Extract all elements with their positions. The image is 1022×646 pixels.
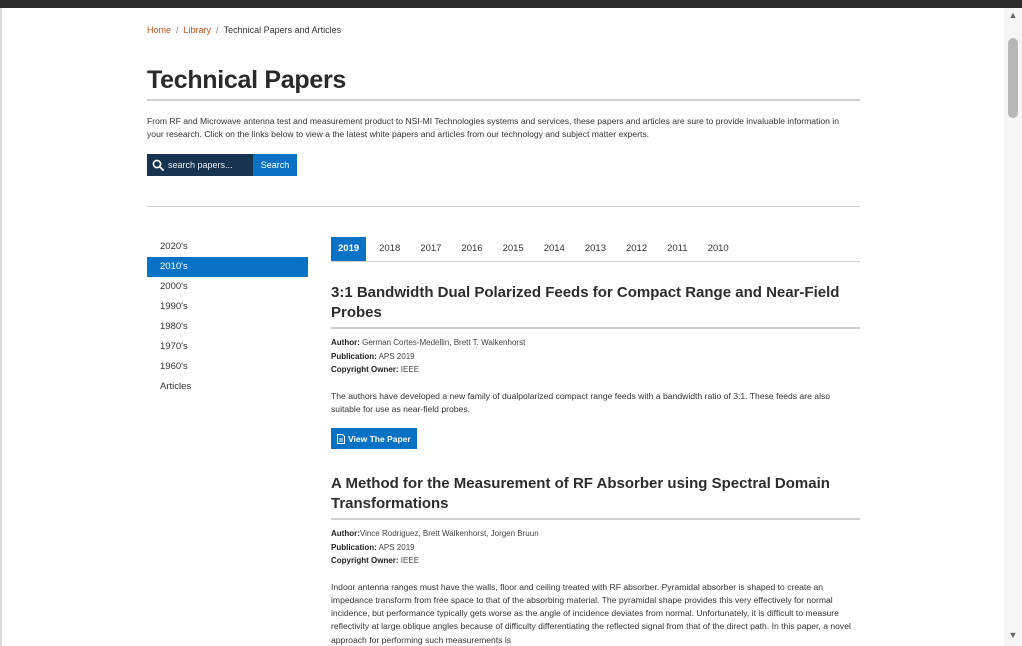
view-paper-button[interactable]	[331, 428, 417, 449]
decade-item-1970s[interactable]: 1970's	[160, 341, 188, 352]
publication-value: APS 2019	[378, 351, 415, 361]
copyright-value: IEEE	[400, 365, 420, 374]
paper-abstract: The authors have developed a new family of dualpolarized compact range feeds with a bandwidth ratio of 3:1. These feeds are also suitable for use as near-field probes.	[331, 390, 831, 414]
tab-year-2012[interactable]: 2012	[625, 243, 648, 254]
scroll-thumb[interactable]	[1008, 38, 1018, 118]
section-divider	[147, 206, 860, 207]
scroll-up-arrow-icon[interactable]: ▲	[1008, 10, 1018, 20]
search-form	[147, 154, 297, 176]
copyright-label: Copyright Owner:	[331, 556, 399, 565]
search-box[interactable]	[147, 154, 253, 176]
tab-year-2017[interactable]: 2017	[420, 243, 442, 254]
author-value: German Cortes-Medellin, Brett T. Walkenhorst	[362, 338, 526, 347]
paper-entry	[331, 474, 860, 646]
file-pdf-icon	[337, 434, 345, 444]
publication-value: APS 2019	[378, 542, 415, 552]
tab-year-2015[interactable]: 2015	[502, 243, 524, 254]
paper-title: A Method for the Measurement of RF Absorber using Spectral Domain Transformations	[331, 474, 860, 520]
decade-item-2020s[interactable]: 2020's	[160, 241, 188, 252]
decade-item-1960s[interactable]: 1960's	[160, 361, 188, 372]
author-value: Vince Rodriguez, Brett Walkenhorst, Jorgen Bruun	[359, 529, 539, 538]
breadcrumb-library-link[interactable]: Library	[183, 25, 212, 35]
page-title: Technical Papers	[147, 66, 346, 94]
browser-top-bar	[0, 0, 1022, 8]
decade-item-2010s[interactable]: 2010's	[147, 257, 308, 277]
scrollbar[interactable]	[1004, 8, 1022, 646]
decade-nav	[147, 237, 308, 397]
tab-year-2018[interactable]: 2018	[379, 243, 401, 254]
paper-copyright	[331, 363, 860, 377]
paper-publication	[331, 350, 860, 364]
tab-year-2013[interactable]: 2013	[584, 243, 606, 254]
search-icon	[152, 159, 164, 171]
paper-copyright	[331, 554, 860, 568]
author-label: Author:	[331, 338, 360, 347]
scroll-down-arrow-icon[interactable]: ▼	[1008, 630, 1018, 640]
breadcrumb-separator: /	[216, 25, 219, 35]
author-label: Author:	[331, 529, 360, 538]
tab-year-2011[interactable]: 2011	[667, 243, 688, 254]
publication-label: Publication:	[331, 542, 377, 552]
intro-text: From RF and Microwave antenna test and measurement product to NSI-MI Technologies systems and services, these papers and articles are sure to provide invaluable information in your research. Click on the links below to view a the latest white papers and articles from our technology and subject matter experts.	[147, 116, 839, 139]
tab-year-2016[interactable]: 2016	[461, 243, 483, 254]
paper-author	[331, 336, 860, 350]
paper-entry	[331, 283, 860, 449]
window-frame	[0, 8, 2, 646]
decade-item-1990s[interactable]: 1990's	[160, 301, 188, 312]
paper-publication	[331, 541, 860, 555]
decade-item-articles[interactable]: Articles	[160, 381, 192, 392]
copyright-value: IEEE	[400, 556, 420, 565]
breadcrumb-home-link[interactable]: Home	[147, 25, 172, 35]
paper-title: 3:1 Bandwidth Dual Polarized Feeds for Compact Range and Near-Field Probes	[331, 283, 860, 329]
title-divider	[147, 99, 860, 101]
paper-meta	[331, 336, 860, 377]
search-button[interactable]: Search	[253, 154, 297, 176]
breadcrumb-current: Technical Papers and Articles	[223, 25, 342, 35]
view-paper-label: View The Paper	[348, 433, 411, 444]
breadcrumb	[147, 25, 341, 35]
paper-abstract: Indoor antenna ranges must have the walls, floor and ceiling treated with RF absorber. Pyramidal absorber is shaped to create an impedance transform from free space to that of the absorbing material. The pyramidal shape provides this very effectively for normal incidence, but performance typically gets worse as the angle of incidence deviates from normal. Unfortunately, it is difficult to measure reflectivity at large oblique angles because of difficulty differentiating the reflected signal from that of the direct path. In this paper, a novel approach for performing such measurements is	[331, 581, 851, 645]
search-input[interactable]	[168, 157, 253, 173]
paper-meta	[331, 527, 860, 568]
tab-year-2014[interactable]: 2014	[543, 243, 565, 254]
year-tabs	[331, 237, 860, 262]
breadcrumb-separator: /	[176, 25, 179, 35]
tab-year-2010[interactable]: 2010	[707, 243, 729, 254]
decade-item-1980s[interactable]: 1980's	[160, 321, 188, 332]
decade-item-2000s[interactable]: 2000's	[160, 281, 188, 292]
tab-year-2019[interactable]: 2019	[331, 237, 366, 261]
paper-author	[331, 527, 860, 541]
publication-label: Publication:	[331, 351, 377, 361]
copyright-label: Copyright Owner:	[331, 365, 399, 374]
